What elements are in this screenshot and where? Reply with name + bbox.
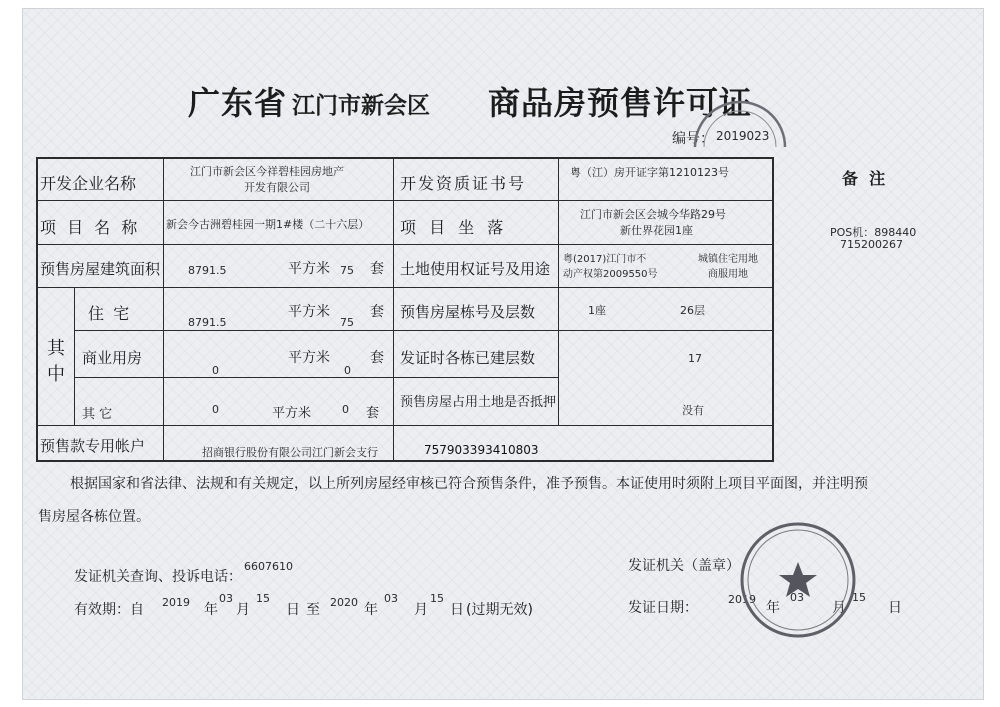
validity-day-unit-1: 日 bbox=[286, 602, 300, 618]
cert-number-label: 编号： bbox=[672, 131, 714, 147]
location-line2: 新仕界花园1座 bbox=[620, 224, 693, 237]
issue-year: 2019 bbox=[728, 593, 756, 606]
developer-line2: 开发有限公司 bbox=[244, 181, 310, 194]
other-unit-set: 套 bbox=[366, 406, 380, 421]
residential-unit-sqm: 平方米 bbox=[288, 304, 330, 320]
remarks-label: 备 注 bbox=[842, 169, 886, 188]
commercial-unit-set: 套 bbox=[370, 350, 384, 366]
validity-year-from: 2019 bbox=[162, 596, 190, 609]
location-label: 项 目 坐 落 bbox=[400, 218, 508, 237]
other-sets: 0 bbox=[342, 403, 349, 416]
mortgage-value: 没有 bbox=[682, 404, 704, 417]
validity-label: 有效期：自 bbox=[74, 602, 144, 618]
top-seal-stamp-icon bbox=[690, 92, 790, 152]
cert-label: 开发资质证书号 bbox=[400, 174, 527, 193]
pos-line2: 715200267 bbox=[840, 238, 903, 251]
account-number: 757903393410803 bbox=[424, 443, 539, 457]
land-label: 土地使用权证号及用途 bbox=[400, 260, 551, 278]
validity-month-to: 03 bbox=[384, 592, 398, 605]
issue-day: 15 bbox=[852, 591, 866, 604]
validity-day-from: 15 bbox=[256, 592, 270, 605]
authority-seal-stamp-icon bbox=[736, 518, 860, 642]
building-value: 1座 bbox=[588, 304, 606, 317]
authority-label: 发证机关（盖章） bbox=[628, 558, 740, 574]
validity-month-from: 03 bbox=[219, 592, 233, 605]
commercial-sets: 0 bbox=[344, 364, 351, 377]
residential-area: 8791.5 bbox=[188, 316, 227, 329]
area-label: 预售房屋建筑面积 bbox=[40, 260, 161, 278]
area-unit-set: 套 bbox=[370, 261, 384, 277]
validity-month-unit-1: 月 bbox=[236, 602, 250, 618]
area-value: 8791.5 bbox=[188, 264, 227, 277]
title-city: 江门市新会区 bbox=[292, 93, 430, 119]
commercial-unit-sqm: 平方米 bbox=[288, 350, 330, 366]
cert-value: 粤（江）房开证字第1210123号 bbox=[570, 166, 729, 179]
area-sets: 75 bbox=[340, 264, 354, 277]
complaint-label: 发证机关查询、投诉电话： bbox=[74, 569, 242, 585]
title-province: 广东省 bbox=[188, 84, 288, 122]
validity-expired-note: (过期无效) bbox=[466, 602, 533, 618]
pos-line1: POS机：898440 bbox=[830, 226, 917, 239]
residential-sets: 75 bbox=[340, 316, 354, 329]
complaint-phone: 6607610 bbox=[244, 560, 293, 573]
land-cert-line1: 粤(2017)江门市不 bbox=[563, 254, 647, 265]
account-label: 预售款专用帐户 bbox=[40, 437, 146, 455]
residential-unit-set: 套 bbox=[370, 304, 384, 320]
issue-month: 03 bbox=[790, 591, 804, 604]
issue-date-label: 发证日期： bbox=[628, 600, 698, 616]
body-text-line1: 根据国家和省法律、法规和有关规定，以上所列房屋经审核已符合预售条件，准予预售。本证使用时须附上项目平面图，并注明预 bbox=[70, 476, 868, 492]
built-value: 17 bbox=[688, 352, 702, 365]
mortgage-label: 预售房屋占用土地是否抵押 bbox=[400, 395, 557, 410]
validity-year-unit-2: 年 bbox=[364, 602, 378, 618]
issue-day-unit: 日 bbox=[888, 600, 902, 616]
account-bank: 招商银行股份有限公司江门新会支行 bbox=[202, 446, 378, 459]
validity-day-to: 15 bbox=[430, 592, 444, 605]
area-unit-sqm: 平方米 bbox=[288, 261, 330, 277]
developer-label: 开发企业名称 bbox=[40, 174, 137, 193]
land-use-line2: 商服用地 bbox=[708, 269, 748, 280]
other-label: 其 它 bbox=[82, 407, 113, 422]
cert-number-value: 2019023 bbox=[716, 129, 770, 143]
issue-year-unit: 年 bbox=[766, 600, 780, 616]
project-name-value: 新会今古洲碧桂园一期1#楼（二十六层） bbox=[166, 218, 370, 231]
page-title: 商品房预售许可证 bbox=[488, 84, 753, 122]
validity-year-to: 2020 bbox=[330, 596, 358, 609]
location-line1: 江门市新会区会城今华路29号 bbox=[580, 208, 726, 221]
residential-label: 住 宅 bbox=[88, 304, 132, 323]
project-name-label: 项 目 名 称 bbox=[40, 218, 141, 237]
land-use-line1: 城镇住宅用地 bbox=[698, 254, 758, 265]
validity-year-unit-1: 年 bbox=[204, 602, 218, 618]
validity-day-unit-2: 日 bbox=[450, 602, 464, 618]
validity-month-unit-2: 月 bbox=[414, 602, 428, 618]
body-text-line2: 售房屋各栋位置。 bbox=[38, 509, 150, 525]
qizhong-label: 其中 bbox=[47, 338, 65, 385]
floors-value: 26层 bbox=[680, 304, 705, 317]
building-label: 预售房屋栋号及层数 bbox=[400, 303, 536, 321]
commercial-area: 0 bbox=[212, 364, 219, 377]
commercial-label: 商业用房 bbox=[82, 349, 143, 367]
other-area: 0 bbox=[212, 403, 219, 416]
other-unit-sqm: 平方米 bbox=[272, 406, 312, 421]
developer-line1: 江门市新会区今祥碧桂园房地产 bbox=[190, 165, 344, 178]
issue-month-unit: 月 bbox=[832, 600, 846, 616]
built-label: 发证时各栋已建层数 bbox=[400, 349, 536, 367]
validity-to: 至 bbox=[306, 602, 320, 618]
land-cert-line2: 动产权第2009550号 bbox=[563, 269, 658, 280]
